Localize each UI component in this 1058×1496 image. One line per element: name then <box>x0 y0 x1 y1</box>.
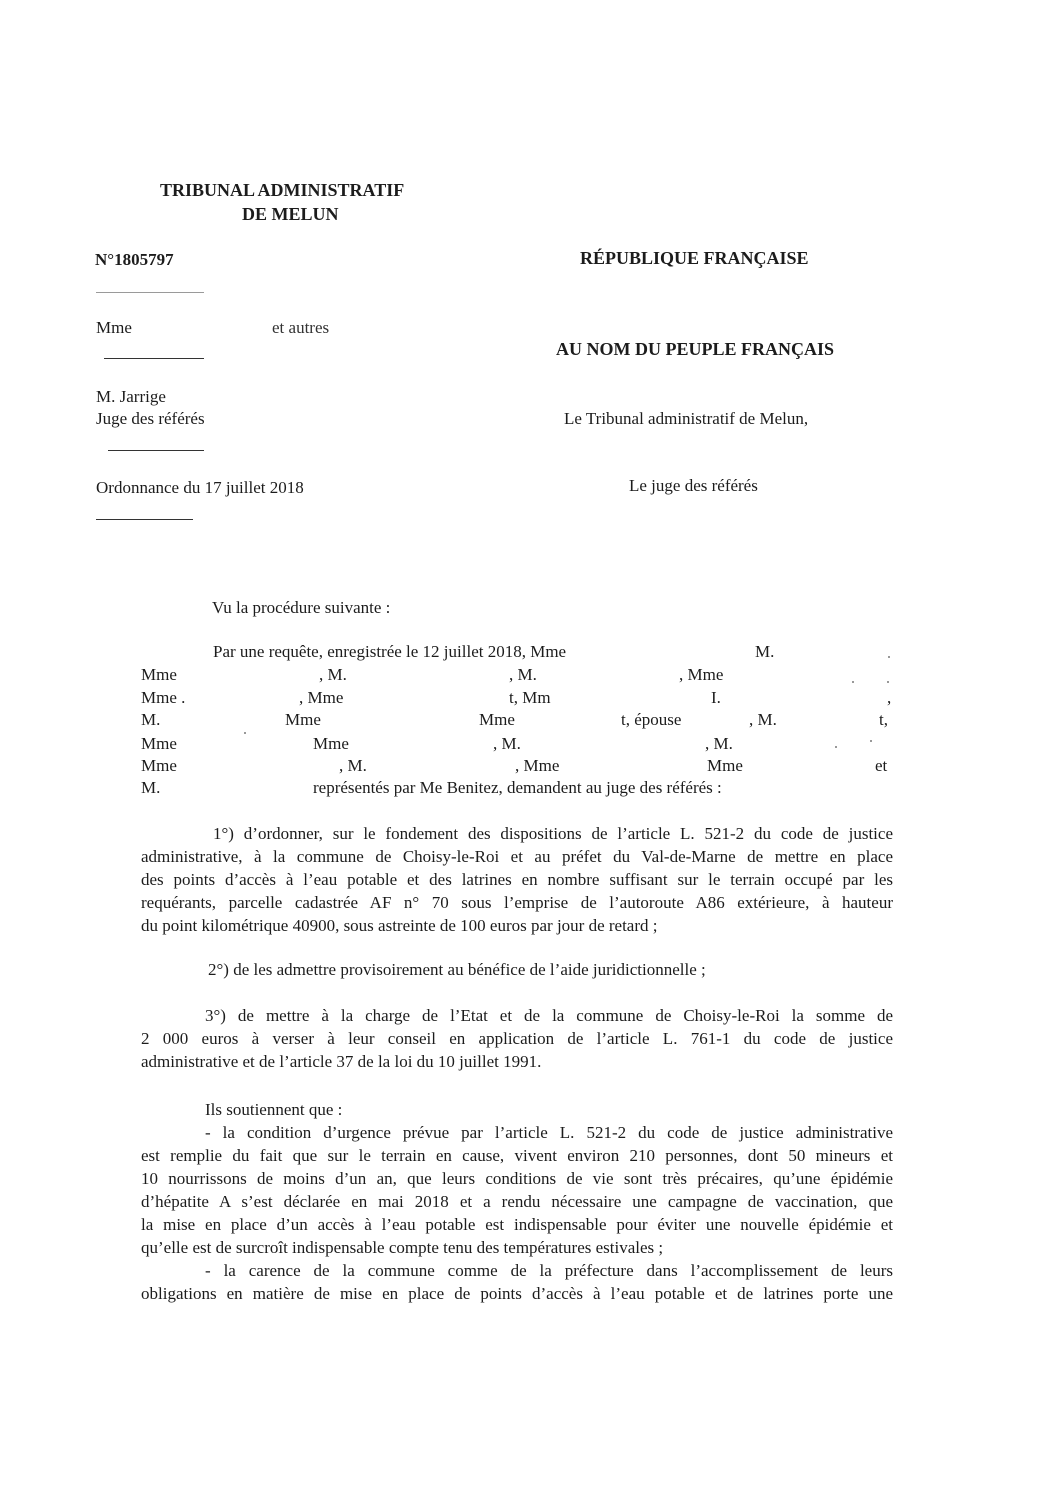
vu-procedure: Vu la procédure suivante : <box>212 598 391 617</box>
ordonnance-date: Ordonnance du 17 juillet 2018 <box>96 478 304 497</box>
requete-text: , Mme <box>299 688 344 707</box>
text-line: administrative et de l’article 37 de la loi du 10 juillet 1991. <box>141 1052 542 1071</box>
text-line: 1°) d’ordonner, sur le fondement des dispositions de l’article L. 521-2 du code de justice <box>213 824 893 843</box>
text-line: administrative, à la commune de Choisy-le-Roi et au préfet du Val-de-Marne de mettre en place <box>141 847 893 866</box>
text-line: du point kilométrique 40900, sous astreinte de 100 euros par jour de retard ; <box>141 916 658 935</box>
requete-text: Mme <box>141 665 177 684</box>
requete-text: représentés par Me Benitez, demandent au juge des référés : <box>313 778 722 797</box>
requete-text: , M. <box>705 734 733 753</box>
requete-text: M. <box>755 642 775 661</box>
case-number: N°1805797 <box>95 250 174 269</box>
requete-text: t, <box>879 710 888 729</box>
requete-line <box>141 710 891 730</box>
requete-text: Mme <box>285 710 321 729</box>
requete-text: , <box>887 688 892 707</box>
parties-suffix: et autres <box>272 318 330 337</box>
divider <box>96 519 193 520</box>
text-line: la mise en place d’un accès à l’eau potable est indispensable pour éviter une nouvelle épidémie et <box>141 1215 893 1234</box>
soutiennent-heading: Ils soutiennent que : <box>205 1100 343 1119</box>
requete-line <box>141 734 891 754</box>
argument-2 <box>141 1259 893 1305</box>
judge-line: Le juge des référés <box>629 476 758 495</box>
demand-1 <box>141 822 893 937</box>
republic-heading: RÉPUBLIQUE FRANÇAISE <box>580 248 809 268</box>
argument-1 <box>141 1121 893 1259</box>
requete-text: , M. <box>319 665 347 684</box>
requete-text: et <box>875 756 888 775</box>
requete-text: t, Mm <box>509 688 551 707</box>
parties-label: Mme <box>96 318 132 337</box>
requete-text: , M. <box>493 734 521 753</box>
requete-line <box>141 642 891 662</box>
requete-text: , M. <box>749 710 777 729</box>
demand-3 <box>141 1004 893 1073</box>
divider <box>96 292 204 293</box>
tribunal-line: Le Tribunal administratif de Melun, <box>564 409 809 428</box>
judge-title: Juge des référés <box>96 409 205 428</box>
requete-text: M. <box>141 778 161 797</box>
divider <box>104 358 204 359</box>
scan-speck <box>244 732 246 734</box>
court-name-line1: TRIBUNAL ADMINISTRATIF <box>160 180 405 200</box>
text-line: - la condition d’urgence prévue par l’article L. 521-2 du code de justice administrative <box>205 1123 893 1142</box>
text-line: des points d’accès à l’eau potable et des latrines en nombre suffisant sur le terrain occupé par les <box>141 870 893 889</box>
scan-speck <box>887 681 889 683</box>
text-line: qu’elle est de surcroît indispensable compte tenu des températures estivales ; <box>141 1238 664 1257</box>
requete-text: , Mme <box>515 756 560 775</box>
requete-text: Mme <box>141 734 177 753</box>
text-line: est remplie du fait que sur le terrain en cause, vivent environ 210 personnes, dont 50 mineurs et <box>141 1146 893 1165</box>
requete-text: I. <box>711 688 721 707</box>
requete-line <box>141 778 891 798</box>
scan-speck <box>852 681 854 683</box>
court-name-line2: DE MELUN <box>242 204 339 224</box>
requete-text: Par une requête, enregistrée le 12 juillet 2018, Mme <box>213 642 567 661</box>
scan-speck <box>870 740 872 742</box>
requete-line <box>141 665 891 685</box>
requete-text: , M. <box>339 756 367 775</box>
text-line: - la carence de la commune comme de la préfecture dans l’accomplissement de leurs <box>205 1261 893 1280</box>
requete-line <box>141 756 891 776</box>
requete-text: Mme . <box>141 688 186 707</box>
in-name-heading: AU NOM DU PEUPLE FRANÇAIS <box>556 339 834 359</box>
requete-text: t, épouse <box>621 710 682 729</box>
text-line: 3°) de mettre à la charge de l’Etat et de la commune de Choisy-le-Roi la somme de <box>205 1006 893 1025</box>
text-line: 10 nourrissons de moins d’un an, que leurs conditions de vie sont très précaires, qu’une épidémie <box>141 1169 893 1188</box>
requete-text: Mme <box>707 756 743 775</box>
divider <box>108 450 204 451</box>
requete-text: M. <box>141 710 161 729</box>
text-line: d’hépatite A s’est déclarée en mai 2018 et a rendu nécessaire une campagne de vaccination, que <box>141 1192 893 1211</box>
requete-text: Mme <box>313 734 349 753</box>
requete-text: , Mme <box>679 665 724 684</box>
scan-speck <box>888 656 890 658</box>
demand-2: 2°) de les admettre provisoirement au bénéfice de l’aide juridictionnelle ; <box>208 960 706 979</box>
text-line: 2 000 euros à verser à leur conseil en application de l’article L. 761-1 du code de justice <box>141 1029 893 1048</box>
scan-speck <box>835 746 837 748</box>
text-line: obligations en matière de mise en place de points d’accès à l’eau potable et de latrines porte une <box>141 1284 893 1303</box>
requete-line <box>141 688 891 708</box>
requete-text: , M. <box>509 665 537 684</box>
judge-name: M. Jarrige <box>96 387 166 406</box>
text-line: requérants, parcelle cadastrée AF n° 70 sous l’emprise de l’autoroute A86 extérieure, à hauteur <box>141 893 893 912</box>
requete-text: Mme <box>141 756 177 775</box>
requete-text: Mme <box>479 710 515 729</box>
